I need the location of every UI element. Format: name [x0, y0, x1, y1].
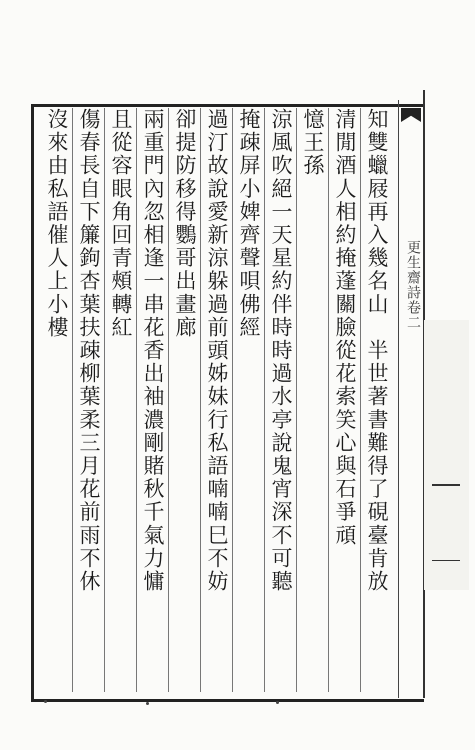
ink-speck: [44, 700, 47, 703]
text-column-10: 傷春長自下簾鉤杏葉扶疎柳葉柔三月花前雨不休: [77, 108, 101, 594]
stub-mark: [432, 560, 460, 561]
text-column-5: 掩疎屏小婢齊聲唄佛經: [237, 108, 261, 339]
column-rule: [104, 108, 105, 692]
column-rule: [296, 108, 297, 692]
stub-mark: [432, 484, 460, 486]
ink-speck: [276, 701, 279, 704]
text-column-7: 卻提防移得鸚哥出畫廊: [173, 108, 197, 339]
ink-specks: [36, 700, 416, 706]
center-fold-title: 更生齋詩卷二: [405, 240, 421, 330]
adjacent-page-stub: [424, 320, 469, 590]
column-rule: [168, 108, 169, 692]
text-column-2: 清閒酒人相約掩蓬關臉從花索笑心與石爭頑: [333, 108, 357, 547]
text-column-11: 沒來由私語催人上小樓: [45, 108, 69, 339]
column-rule: [264, 108, 265, 692]
column-rule: [72, 108, 73, 692]
ci-title-yi-wang-sun: 憶王孫: [301, 108, 325, 178]
text-column-1: 知雙蠟屐再入幾名山 半世著書難得了硯臺肯放: [365, 108, 389, 594]
ink-speck: [146, 702, 149, 705]
center-fold-strip: [398, 100, 425, 698]
text-columns: [36, 108, 396, 688]
column-rule: [360, 108, 361, 692]
column-rule: [328, 108, 329, 692]
text-column-6: 過汀故說愛新涼躲過前頭姊妹行私語喃喃巳不妨: [205, 108, 229, 594]
text-column-4: 涼風吹絕一天星約伴時時過水亭說鬼宵深不可聽: [269, 108, 293, 594]
column-rule: [200, 108, 201, 692]
text-column-9: 且從容眼角回青頰轉紅: [109, 108, 133, 339]
column-rule: [232, 108, 233, 692]
column-rule: [136, 108, 137, 692]
text-column-8: 兩重門內忽相逢一串花香出袖濃剛賭秋千氣力慵: [141, 108, 165, 594]
